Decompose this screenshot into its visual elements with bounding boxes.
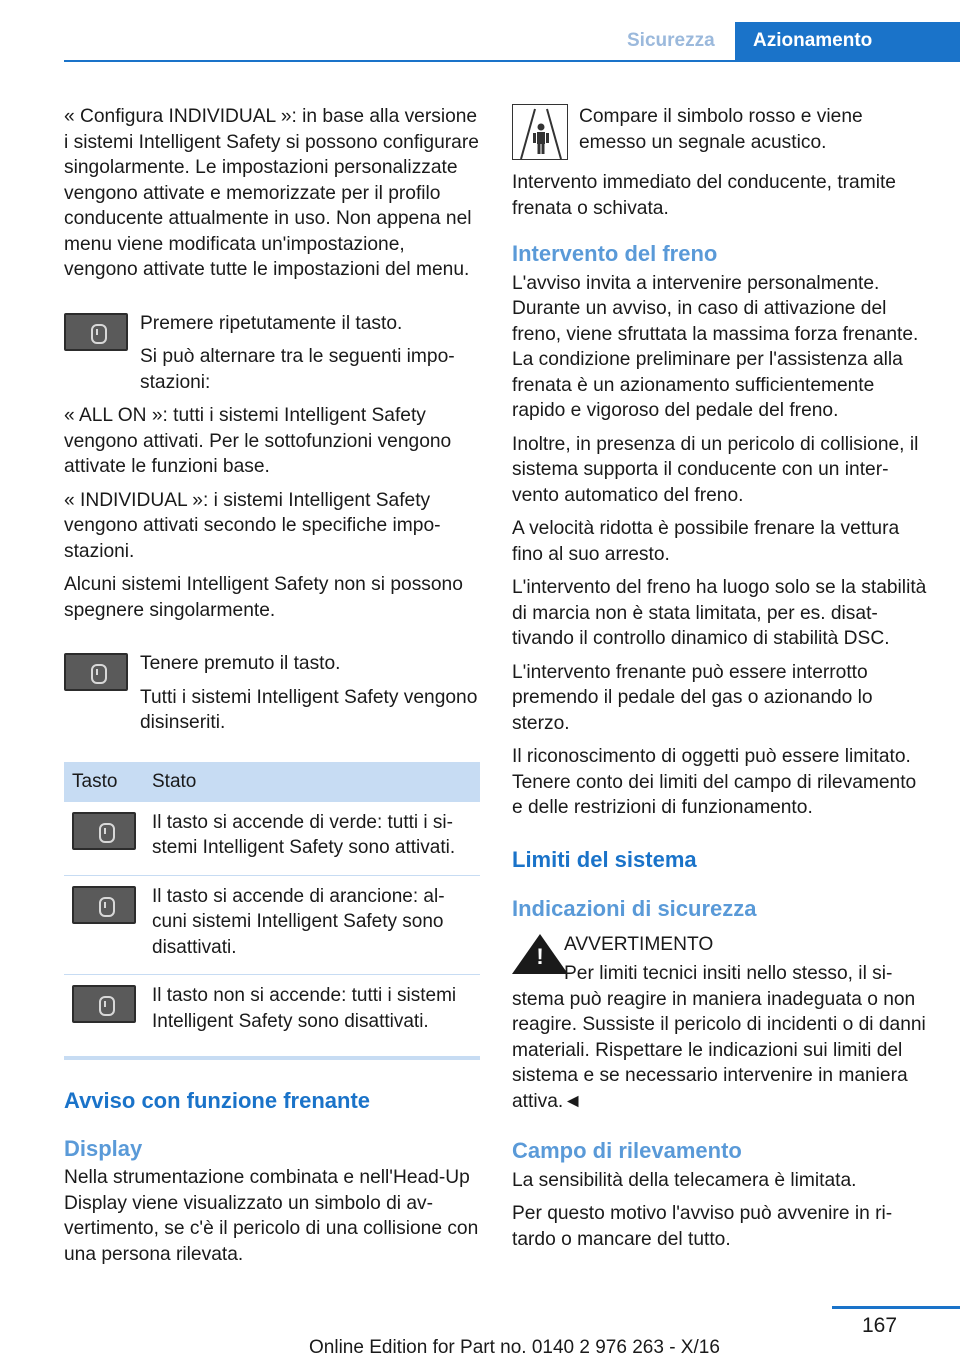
warning-text: Per limiti tecnici insiti nello stesso, il sistema può reagire in maniera inadeguata o non reagire. Sussiste il pericolo di incidenti o di danni materiali. Rispettare le indicazioni sui limiti del sistema e se necessario intervenire in maniera attiva.◄ [512, 963, 926, 1112]
intervento-paragraph: Intervento immediato del conducente, tramite frenata o schivata. [512, 172, 896, 219]
warning-symbol-block [512, 104, 928, 168]
freno-paragraph-4: L'intervento del freno ha luogo solo se la stabilità di marcia non è stata limitata, per es. disattivando il controllo dinamico di stabilità DSC. [512, 577, 927, 649]
table-row [64, 975, 480, 1049]
freno-paragraph-1: L'avviso invita a intervenire personalmente. Durante un avviso, in caso di attivazione del freno, viene sfruttata la massima forza frenante. La condizione preliminare per l'assistenza alla frenata è un azionamento sufficientemente rapido e vigoroso del pedale del freno. [512, 272, 919, 421]
header-section: Sicurezza [627, 30, 715, 51]
button-off-icon [72, 985, 136, 1023]
intelligent-safety-button-icon [64, 653, 128, 691]
table-row [64, 875, 480, 975]
freno-paragraph-2: Inoltre, in presenza di un pericolo di collisione, il sistema supporta il conducente con un intervento automatico del freno. [512, 433, 919, 506]
heading-avviso: Avviso con funzione frenante [64, 1088, 371, 1113]
table-header-status: Stato [144, 762, 480, 802]
page-number: 167 [862, 1314, 898, 1337]
button-orange-icon [72, 886, 136, 924]
button-status-table [64, 762, 480, 1049]
allon-paragraph: « ALL ON »: tutti i sistemi Intelligent Safety vengono attivati. Per le sottofunzioni vengono attivate le funzioni base. [64, 405, 452, 477]
table-cell-status: Il tasto si accende di verde: tutti i sistemi Intelligent Safety sono attivati. [144, 802, 480, 876]
intelligent-safety-button-icon [64, 313, 128, 351]
display-paragraph: Nella strumentazione combinata e nell'Head-Up Display viene visualizzato un simbolo di avvertimento, se c'è il pericolo di una collisione con una persona rilevata. [64, 1167, 479, 1265]
hold-text: Tenere premuto il tasto. [140, 653, 341, 674]
warning-triangle-icon: ! [512, 934, 568, 974]
footer-rule [832, 1306, 960, 1309]
heading-display: Display [64, 1135, 143, 1161]
heading-indicazioni: Indicazioni di sicurezza [512, 896, 757, 921]
table-header-key: Tasto [64, 762, 144, 802]
some-systems-paragraph: Alcuni sistemi Intelligent Safety non si possono spegnere singolarmente. [64, 574, 463, 621]
button-green-icon [72, 812, 136, 850]
freno-paragraph-6: Il riconoscimento di oggetti può essere limitato. Tenere conto dei limiti del campo di rilevamento e delle restrizioni di funzionamento. [512, 746, 917, 818]
warning-title: AVVERTIMENTO [564, 933, 714, 955]
press-text: Premere ripetutamente il tasto. [140, 312, 403, 334]
campo-paragraph-2: Per questo motivo l'avviso può avvenire in ritardo o mancare del tutto. [512, 1203, 893, 1250]
heading-limiti: Limiti del sistema [512, 846, 697, 872]
press-button-block [64, 311, 480, 396]
individual-paragraph: « INDIVIDUAL »: i sistemi Intelligent Safety vengono attivati secondo le specifiche impostazioni. [64, 489, 441, 562]
table-row [64, 802, 480, 876]
heading-freno: Intervento del freno [512, 241, 718, 266]
safety-warning-block [512, 932, 928, 969]
hold-button-block [64, 651, 480, 736]
right-column [512, 104, 928, 1260]
person-warning-icon [512, 104, 568, 160]
symbol-paragraph: Compare il simbolo rosso e viene emesso un segnale acustico. [579, 106, 863, 153]
heading-campo: Campo di rilevamento [512, 1138, 742, 1163]
left-column [64, 104, 480, 1275]
table-cell-status: Il tasto non si accende: tutti i sistemi Intelligent Safety sono disattivati. [152, 985, 457, 1032]
configura-paragraph: « Configura INDIVIDUAL »: in base alla versione i sistemi Intelligent Safety si possono configurare singolarmente. Le impostazioni personalizzate vengono attivate e memorizzate per il profilo conducente attualmente in uso. Non appena nel menu viene modificata un'impostazione, vengono attivate tutte le impostazioni del menu. [64, 106, 479, 280]
table-cell-status: Il tasto si accende di arancione: alcuni sistemi Intelligent Safety sono disattivati. [144, 875, 480, 975]
all-off-text: Tutti i sistemi Intelligent Safety vengono disinseriti. [140, 686, 478, 733]
freno-paragraph-3: A velocità ridotta è possibile frenare la vettura fino al suo arresto. [512, 518, 900, 565]
freno-paragraph-5: L'intervento frenante può essere interrotto premendo il pedale del gas o azionando lo sterzo. [512, 661, 873, 734]
campo-paragraph-1: La sensibilità della telecamera è limitata. [512, 1169, 857, 1191]
alternate-text: Si può alternare tra le seguenti impostazioni: [140, 346, 455, 393]
table-bottom-rule [64, 1056, 480, 1060]
edition-text: Online Edition for Part no. 0140 2 976 263 - X/16 [309, 1337, 720, 1358]
header-chapter-tab: Azionamento [735, 22, 960, 62]
